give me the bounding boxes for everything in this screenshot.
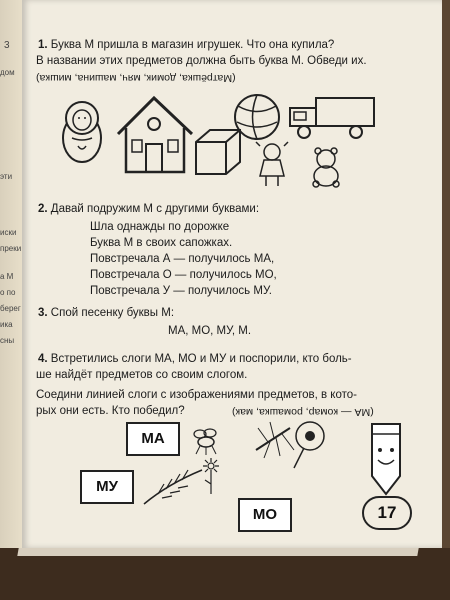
task2-number: 2. [38, 203, 48, 215]
left-page-fragment: ика [0, 320, 13, 329]
task3-instruction-line [38, 306, 174, 321]
task4-line1 [38, 352, 352, 367]
truck-icon [286, 92, 378, 142]
poppy-icon [284, 418, 332, 470]
poem-line: Повстречала У — получилось МУ. [90, 285, 272, 297]
left-page-fragment: берег [0, 304, 21, 313]
syllable-mu-box[interactable]: МУ [80, 470, 134, 504]
task1-answer: (Матрёшка, домик, мяч, машина, мишка) [36, 72, 236, 84]
task1-text: Буква М пришла в магазин игрушек. Что она купила? [50, 39, 335, 51]
syllable-ma-box[interactable]: МА [126, 422, 180, 456]
page-number: 17 [362, 496, 412, 530]
task1-line1 [38, 38, 334, 53]
task4-line3: Соедини линией слоги с изображениями предметов, в кото- [36, 389, 357, 401]
doll-icon [254, 140, 290, 188]
matryoshka-icon [60, 94, 104, 164]
cube-icon [192, 128, 244, 178]
poem-line: Повстречала А — получилось МА, [90, 253, 275, 265]
task2-instruction-line [38, 202, 259, 217]
left-page-fragment: 3 [4, 40, 10, 51]
left-page-fragment: о по [0, 288, 16, 297]
poem-line: Повстречала О — получилось МО, [90, 269, 277, 281]
task4-text: Встретились слоги МА, МО и МУ и поспорили, кто боль- [50, 353, 352, 365]
left-page-fragment: а М [0, 272, 14, 281]
task2-instruction: Давай подружим М с другими буквами: [50, 203, 260, 215]
task4-line2: ше найдёт предметов со своим слогом. [36, 369, 248, 381]
left-page-fragment: сны [0, 336, 15, 345]
task3-number: 3. [38, 307, 48, 319]
task4-number: 4. [38, 353, 48, 365]
left-page-fragment: преки [0, 244, 22, 253]
task1-line2: В названии этих предметов должна быть буква М. Обведи их. [36, 55, 367, 67]
pencil-mascot-icon [362, 420, 410, 498]
task3-instruction: Спой песенку буквы М: [50, 307, 175, 319]
house-icon [114, 94, 196, 176]
poem-line: Буква М в своих сапожках. [90, 237, 233, 249]
workbook-page [22, 0, 442, 548]
syllable-mo-box[interactable]: МО [238, 498, 292, 532]
left-page-fragment: эти [0, 172, 13, 181]
page-edge [17, 548, 418, 556]
teddy-bear-icon [306, 146, 346, 188]
task4-line4: рых они есть. Кто победил? [36, 405, 185, 417]
poem-line: Шла однажды по дорожке [90, 221, 230, 233]
task4-answer: (МА — комар, ромашка, мак) [232, 406, 374, 418]
left-page-fragment: дом [0, 68, 15, 77]
wheat-icon [138, 464, 208, 510]
task3-song: МА, МО, МУ, М. [168, 325, 252, 337]
left-page-fragment: иски [0, 228, 17, 237]
task1-number: 1. [38, 39, 48, 51]
fly-icon [186, 426, 224, 456]
